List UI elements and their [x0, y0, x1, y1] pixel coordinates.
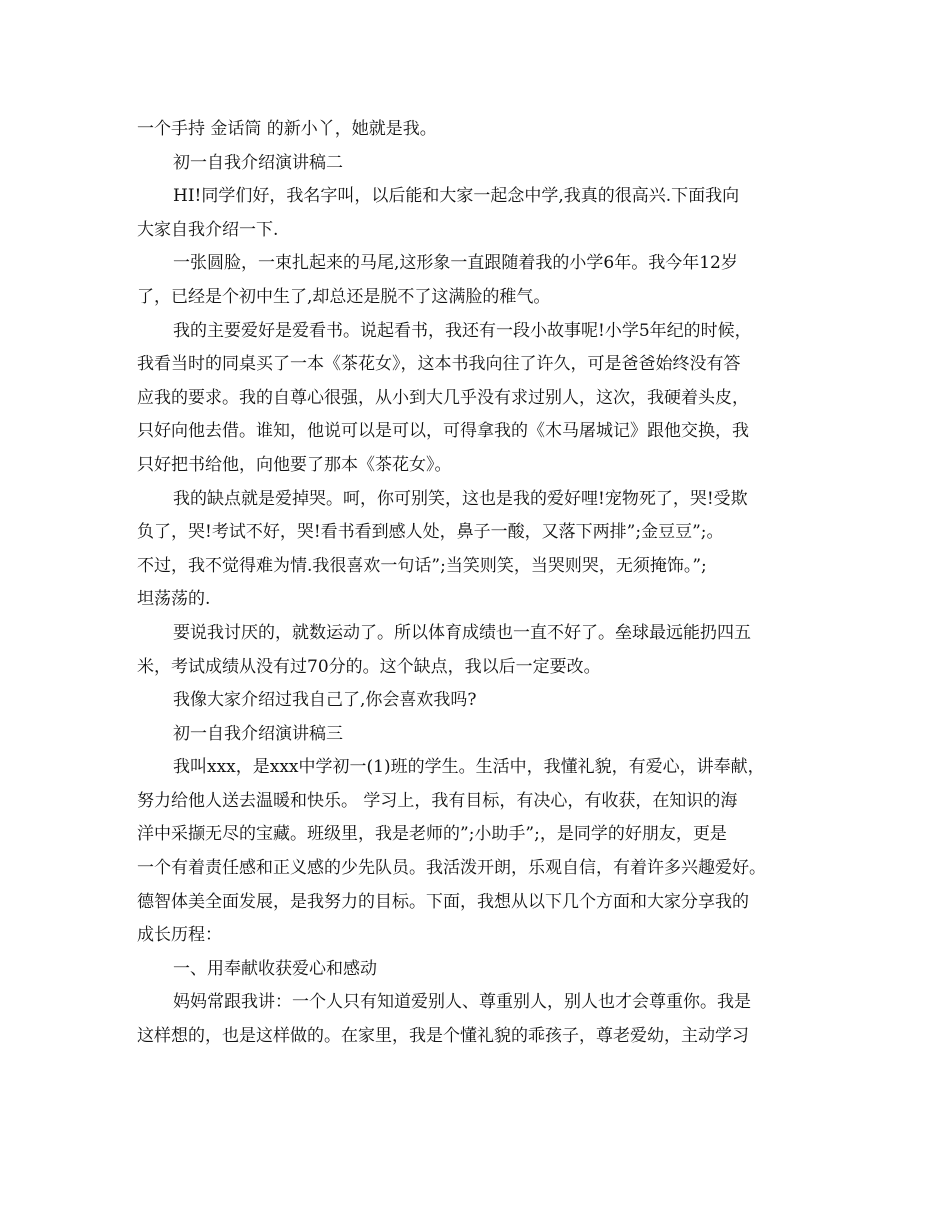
text-line: 我像大家介绍过我自己了,你会喜欢我吗? — [173, 690, 477, 711]
text-line: 只好把书给他，向他要了那本《茶花女》。 — [137, 454, 452, 475]
text-line: 一个手持 金话筒 的新小丫，她就是我。 — [137, 119, 437, 139]
text-line: 洋中采撷无尽的宝藏。班级里，我是老师的”;小助手”;，是同学的好朋友，更是 — [137, 824, 727, 845]
document-body — [137, 113, 817, 1054]
text-line: 我的缺点就是爱掉哭。呵，你可别笑，这也是我的爱好哩!宠物死了，哭!受欺 — [173, 488, 748, 509]
text-line: 不过，我不觉得难为情.我很喜欢一句话”;当笑则笑，当哭则哭，无须掩饰。”; — [137, 555, 707, 576]
text-line: 努力给他人送去温暖和快乐。 学习上，我有目标，有决心，有收获，在知识的海 — [137, 790, 738, 811]
text-line: 我看当时的同桌买了一本《茶花女》，这本书我向往了许久，可是爸爸始终没有答 — [137, 354, 741, 375]
text-line: 坦荡荡的. — [137, 589, 211, 610]
text-line: 我叫xxx，是xxx中学初一(1)班的学生。生活中，我懂礼貌，有爱心，讲奉献， — [173, 757, 765, 778]
text-line: 米，考试成绩从没有过70分的。这个缺点，我以后一定要改。 — [137, 656, 601, 677]
text-line: 了，已经是个初中生了,却总还是脱不了这满脸的稚气。 — [137, 286, 551, 307]
text-line: 初一自我介绍演讲稿二 — [173, 152, 343, 173]
text-line: 初一自我介绍演讲稿三 — [173, 723, 343, 744]
text-line: 这样想的，也是这样做的。在家里，我是个懂礼貌的乖孩子，尊老爱幼，主动学习 — [137, 1026, 749, 1047]
text-line: HI!同学们好，我名字叫，以后能和大家一起念中学,我真的很高兴.下面我向 — [173, 186, 740, 207]
text-line: 一张圆脸，一束扎起来的马尾,这形象一直跟随着我的小学6年。我今年12岁 — [173, 253, 738, 274]
text-line: 一、用奉献收获爱心和感动 — [173, 958, 377, 979]
text-line: 我的主要爱好是爱看书。说起看书，我还有一段小故事呢!小学5年纪的时候， — [173, 320, 752, 341]
text-line: 成长历程： — [137, 925, 222, 946]
text-line: 应我的要求。我的自尊心很强，从小到大几乎没有求过别人，这次，我硬着头皮， — [137, 387, 749, 408]
text-line: 负了，哭!考试不好，哭!看书看到感人处，鼻子一酸，又落下两排”;金豆豆”;。 — [137, 522, 724, 543]
text-line: 德智体美全面发展，是我努力的目标。下面，我想从以下几个方面和大家分享我的 — [137, 891, 749, 912]
text-line: 要说我讨厌的，就数运动了。所以体育成绩也一直不好了。垒球最远能扔四五 — [173, 622, 751, 643]
text-line: 只好向他去借。谁知，他说可以是可以，可得拿我的《木马屠城记》跟他交换，我 — [137, 421, 749, 442]
text-line: 一个有着责任感和正义感的少先队员。我活泼开朗，乐观自信，有着许多兴趣爱好。 — [137, 858, 766, 879]
text-line: 大家自我介绍一下. — [137, 219, 279, 240]
text-line: 妈妈常跟我讲：一个人只有知道爱别人、尊重别人，别人也才会尊重你。我是 — [173, 992, 751, 1013]
